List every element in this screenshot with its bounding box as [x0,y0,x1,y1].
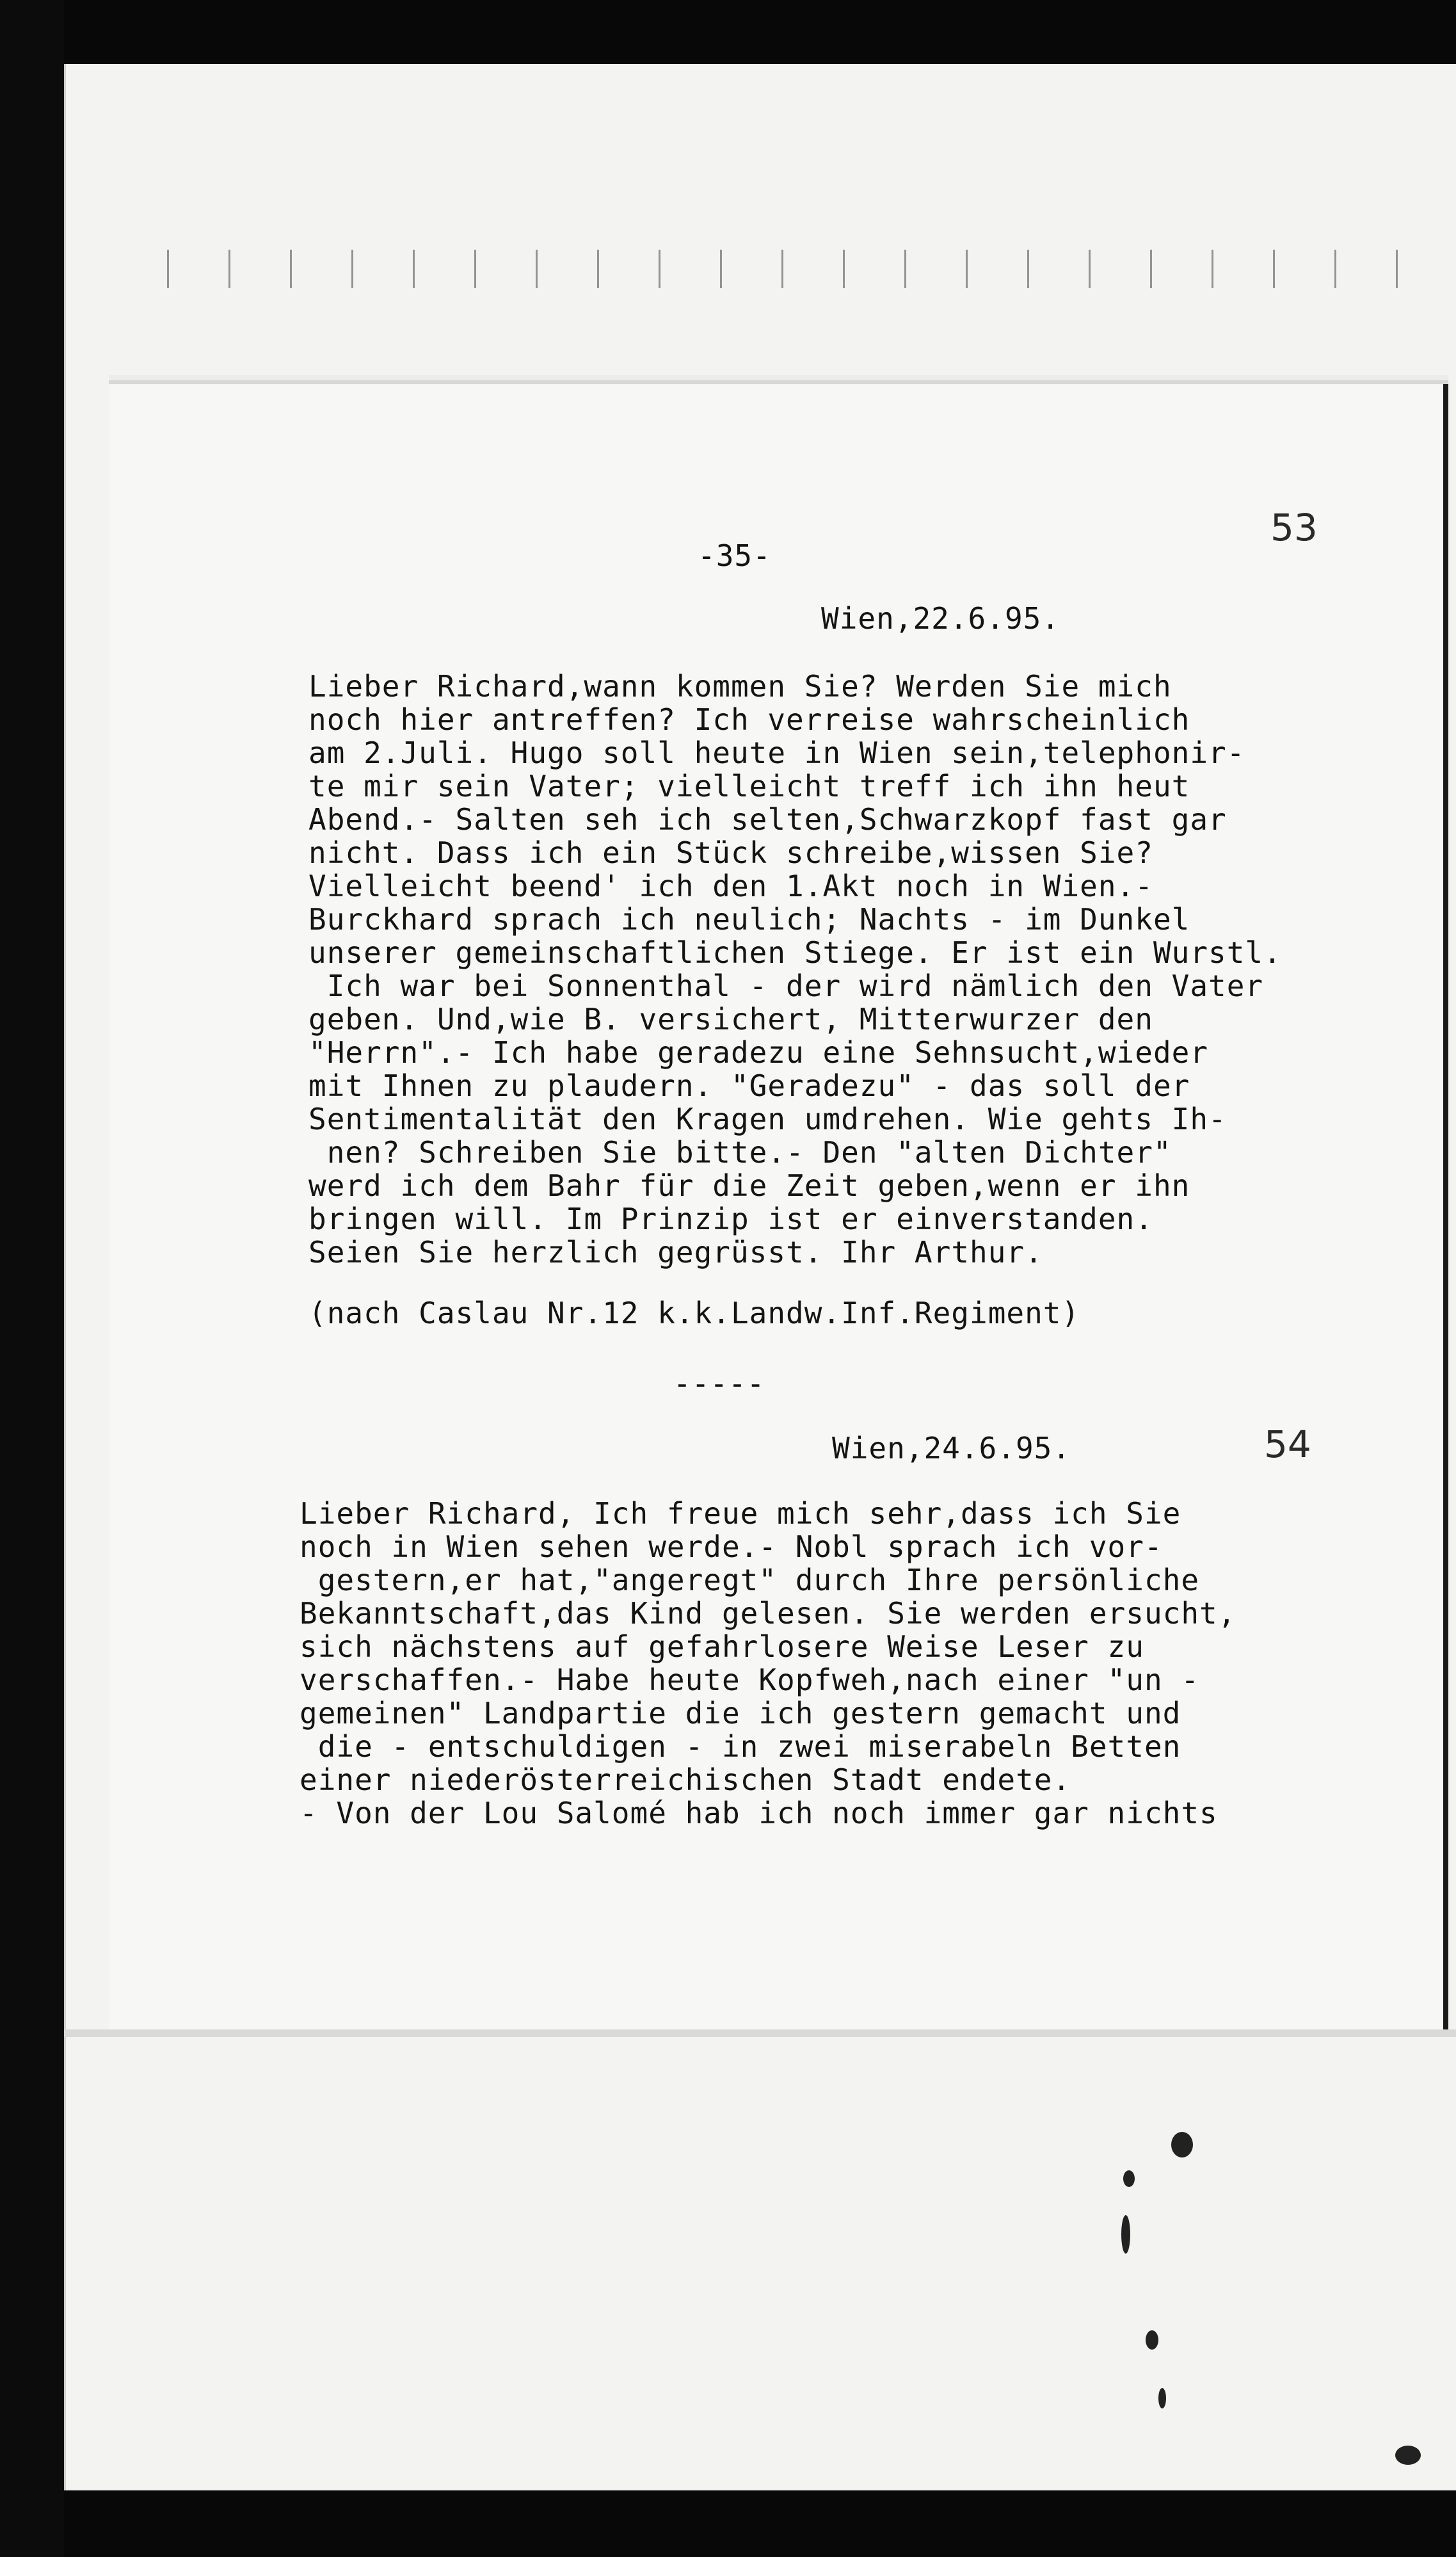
front-sheet-edge [64,2029,1456,2037]
letter1-line: werd ich dem Bahr für die Zeit geben,wenn er ihn [308,1168,1190,1203]
letter2-line: Lieber Richard, Ich freue mich sehr,dass ich Sie [300,1496,1181,1531]
letter1-line: am 2.Juli. Hugo soll heute in Wien sein,telephonir- [308,736,1245,770]
letter1-line: bringen will. Im Prinzip ist er einverstanden. [308,1202,1153,1236]
letter2-date: Wien,24.6.95. [832,1431,1071,1465]
letter1-line: nen? Schreiben Sie bitte.- Den "alten Dichter" [308,1135,1172,1170]
letter2-line: sich nächstens auf gefahrlosere Weise Leser zu [300,1629,1144,1664]
ink-speck [1395,2446,1421,2465]
letter1-line: Ich war bei Sonnenthal - der wird nämlich den Vater [308,969,1264,1003]
letter2-line: die - entschuldigen - in zwei miserabeln Betten [300,1729,1181,1764]
ink-speck [1123,2170,1135,2187]
page-number: -35- [698,538,771,573]
letter1-line: geben. Und,wie B. versichert, Mitterwurzer den [308,1002,1153,1037]
letter1-line: Sentimentalität den Kragen umdrehen. Wie gehts Ih- [308,1102,1227,1136]
archive-number-53: 53 [1270,506,1318,549]
letter1-line: nicht. Dass ich ein Stück schreibe,wissen Sie? [308,835,1153,870]
letter1-line: Vielleicht beend' ich den 1.Akt noch in Wien.- [308,869,1153,903]
letter1-line: te mir sein Vater; vielleicht treff ich ihn heut [308,769,1190,803]
letter-separator: ----- [673,1366,765,1401]
letter1-line: Abend.- Salten seh ich selten,Schwarzkopf fast gar [308,802,1227,837]
ink-speck [1146,2330,1158,2350]
letter2-line: gemeinen" Landpartie die ich gestern gemacht und [300,1696,1181,1730]
letter1-line: Seien Sie herzlich gegrüsst. Ihr Arthur. [308,1235,1043,1270]
letter2-line: verschaffen.- Habe heute Kopfweh,nach einer "un - [300,1663,1200,1697]
letter1-line: "Herrn".- Ich habe geradezu eine Sehnsucht,wieder [308,1035,1209,1070]
letter2-line: Bekanntschaft,das Kind gelesen. Sie werden ersucht, [300,1596,1236,1631]
letter2-line: gestern,er hat,"angeregt" durch Ihre persönliche [300,1563,1200,1597]
letter1-line: Burckhard sprach ich neulich; Nachts - im Dunkel [308,902,1190,937]
letter1-line: unserer gemeinschaftlichen Stiege. Er ist ein Wurstl. [308,935,1282,970]
ink-speck [1171,2132,1193,2158]
archive-number-54: 54 [1264,1423,1311,1466]
letter1-line: mit Ihnen zu plaudern. "Geradezu" - das soll der [308,1069,1190,1103]
letter1-postscript: (nach Caslau Nr.12 k.k.Landw.Inf.Regiment) [308,1296,1080,1330]
letter2-line: einer niederösterreichischen Stadt endete. [300,1762,1071,1797]
letter2-line: noch in Wien sehen werde.- Nobl sprach ich vor- [300,1529,1163,1564]
ink-speck [1121,2215,1130,2254]
letter2-line: - Von der Lou Salomé hab ich noch immer gar nichts [300,1796,1218,1830]
ink-speck [1158,2388,1166,2408]
back-sheet-bleed-through [143,250,1456,288]
letter1-line: noch hier antreffen? Ich verreise wahrscheinlich [308,702,1190,737]
letter1-date: Wien,22.6.95. [821,601,1060,636]
film-edge [0,0,64,2557]
letter1-line: Lieber Richard,wann kommen Sie? Werden Sie mich [308,669,1172,704]
